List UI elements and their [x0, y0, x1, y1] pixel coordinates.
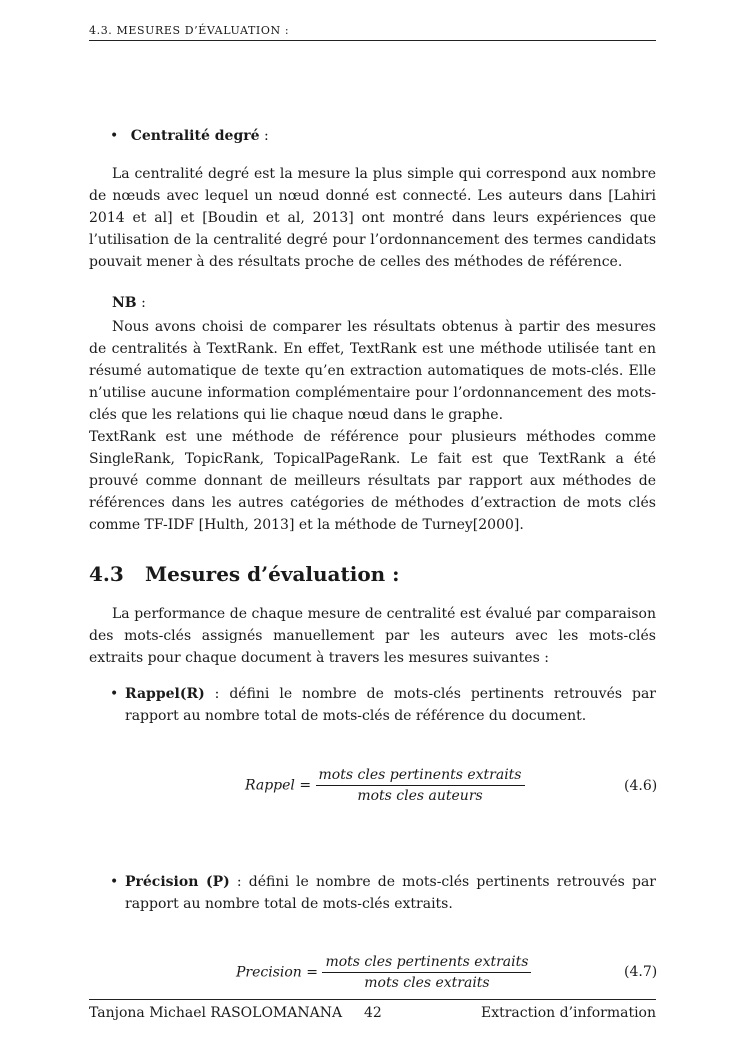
running-header: 4.3. MESURES D’ÉVALUATION :: [89, 24, 290, 37]
precision-title: Précision (P): [125, 874, 230, 890]
precision-eq-lhs: Precision =: [236, 964, 319, 981]
footer-rule: [89, 999, 656, 1000]
bullet-precision: [110, 871, 656, 915]
nb-paragraph-2: TextRank est une méthode de référence pour plusieurs méthodes comme SingleRank, TopicRank, TopicalPageRank. Le fait est que TextRank a été prouvé comme donnant de meilleurs résultats par rapport aux méthodes de références dans les autres catégories de méthodes d’extraction de mots clés comme TF-IDF [Hulth, 2013] et la méthode de Turney[2000].: [89, 429, 656, 533]
nb-heading: [112, 295, 146, 311]
rappel-fraction: [316, 767, 525, 804]
centralite-paragraph: La centralité degré est la mesure la plus simple qui correspond aux nombre de nœuds avec lequel un nœud donné est connecté. Les auteurs dans [Lahiri 2014 et al] et [Boudin et al, 2013] ont montré dans leurs expériences que l’utilisation de la centralité degré pour l’ordonnancement des termes candidats pouvait mener à des résultats proche de celles des méthodes de référence.: [89, 166, 656, 270]
footer-page-number: 42: [364, 1005, 382, 1021]
precision-numerator: mots cles pertinents extraits: [322, 954, 531, 973]
precision-text-block: [125, 871, 656, 915]
bullet-dot: •: [110, 686, 119, 702]
section-title: Mesures d’évaluation :: [145, 562, 400, 586]
rappel-denominator: mots cles auteurs: [357, 788, 483, 804]
precision-equation: [236, 954, 531, 991]
footer-chapter: Extraction d’information: [481, 1005, 656, 1021]
rappel-eq-number: (4.6): [624, 778, 658, 794]
rappel-text: : défini le nombre de mots-clés pertinents retrouvés par rapport au nombre total de mots-clés de référence du document.: [125, 686, 656, 724]
section-number: 4.3: [89, 562, 124, 586]
footer-author: Tanjona Michael RASOLOMANANA: [89, 1005, 343, 1021]
bullet-dot: •: [110, 128, 119, 144]
nb-colon: :: [136, 295, 146, 311]
section-intro: La performance de chaque mesure de centralité est évalué par comparaison des mots-clés assignés manuellement par les auteurs avec les mots-clés extraits pour chaque document à travers les mesures suivantes :: [89, 606, 656, 666]
precision-eq-number: (4.7): [624, 964, 658, 980]
section-heading: [89, 562, 400, 586]
header-rule: [89, 40, 656, 41]
precision-text: : défini le nombre de mots-clés pertinents retrouvés par rapport au nombre total de mots-clés extraits.: [125, 874, 656, 912]
bullet-rappel: [110, 683, 656, 727]
rappel-eq-lhs: Rappel =: [245, 777, 312, 794]
rappel-numerator: mots cles pertinents extraits: [316, 767, 525, 786]
bullet-centralite: [110, 128, 269, 144]
bullet-dot: •: [110, 874, 119, 890]
nb-label: NB: [112, 295, 137, 311]
precision-denominator: mots cles extraits: [364, 975, 490, 991]
precision-fraction: [322, 954, 531, 991]
rappel-equation: [245, 767, 525, 804]
nb-paragraph-1: Nous avons choisi de comparer les résultats obtenus à partir des mesures de centralités à TextRank. En effet, TextRank est une méthode utilisée tant en résumé automatique de texte qu’en extraction automatiques de mots-clés. Elle n’utilise aucune information complémentaire pour l’ordonnancement des mots-clés que les relations qui lie chaque nœud dans le graphe.: [89, 319, 656, 423]
centralite-title: Centralité degré: [130, 128, 260, 144]
rappel-text-block: [125, 683, 656, 727]
centralite-colon: :: [259, 128, 269, 144]
rappel-title: Rappel(R): [125, 686, 205, 702]
